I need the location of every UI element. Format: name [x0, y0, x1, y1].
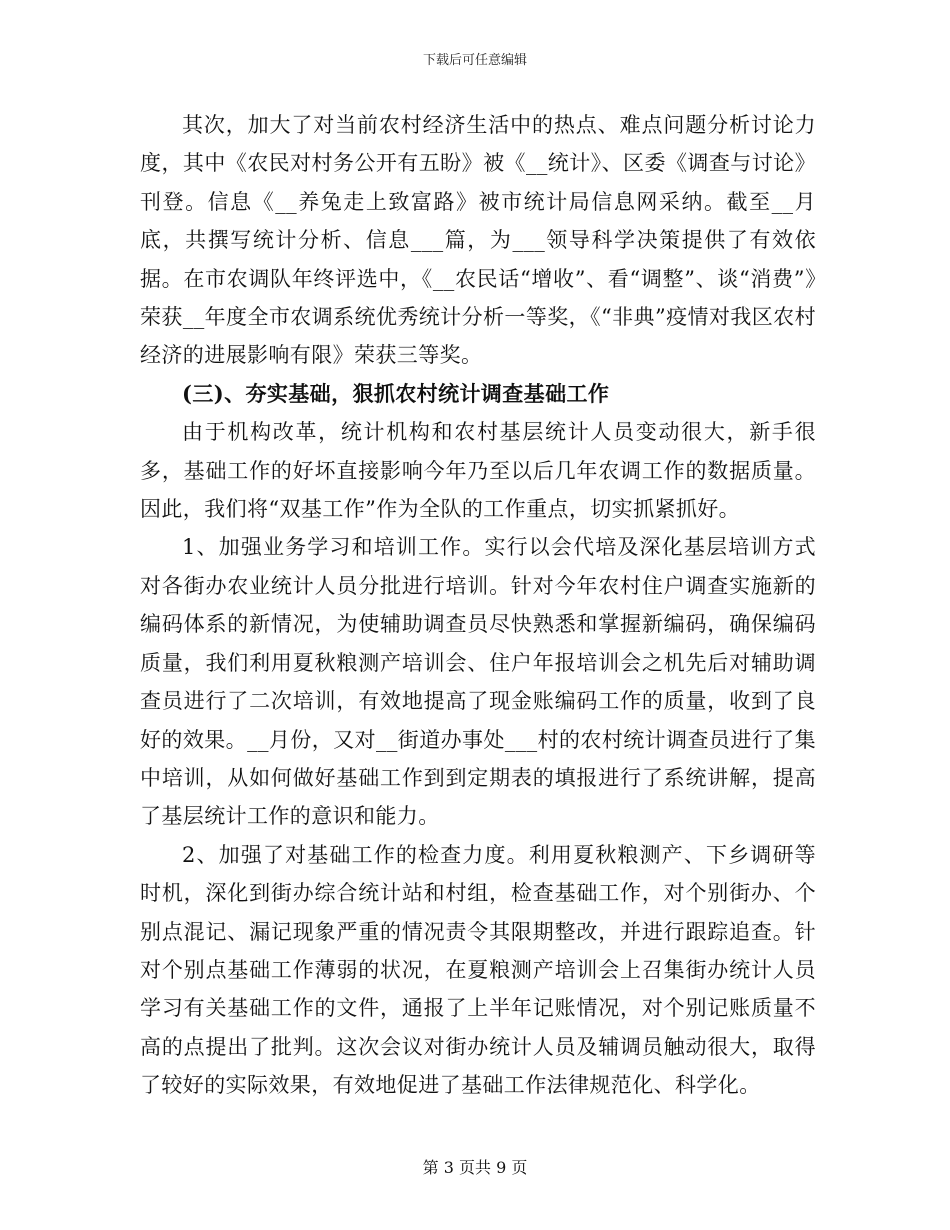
paragraph-inspection: 2、加强了对基础工作的检查力度。利用夏秋粮测产、下乡调研等时机，深化到街办综合统计站和村组，检查基础工作，对个别街办、个别点混记、漏记现象严重的情况责令其限期整改，并进行跟踪追查。针对个别点基础工作薄弱的状况，在夏粮测产培训会上召集街办统计人员学习有关基础工作的文件，通报了上半年记账情况，对个别记账质量不高的点提出了批判。这次会议对街办统计人员及辅调员触动很大，取得了较好的实际效果，有效地促进了基础工作法律规范化、科学化。 — [140, 842, 816, 1098]
paragraph-intro: 由于机构改革，统计机构和农村基层统计人员变动很大，新手很多，基础工作的好坏直接影响今年乃至以后几年农调工作的数据质量。因此，我们将“双基工作”作为全队的工作重点，切实抓紧抓好。 — [140, 420, 816, 522]
document-body — [140, 106, 816, 1105]
paragraph-training: 1、加强业务学习和培训工作。实行以会代培及深化基层培训方式对各街办农业统计人员分批进行培训。针对今年农村住户调查实施新的编码体系的新情况，为使辅助调查员尽快熟悉和掌握新编码，确保编码质量，我们利用夏秋粮测产培训会、住户年报培训会之机先后对辅助调查员进行了二次培训，有效地提高了现金账编码工作的质量，收到了良好的效果。__月份，又对__街道办事处___村的农村统计调查员进行了集中培训，从如何做好基础工作到到定期表的填报进行了系统讲解，提高了基层统计工作的意识和能力。 — [140, 535, 816, 829]
paragraph-analysis: 其次，加大了对当前农村经济生活中的热点、难点问题分析讨论力度，其中《农民对村务公开有五盼》被《__统计》、区委《调查与讨论》刊登。信息《__养兔走上致富路》被市统计局信息网采纳。截至__月底，共撰写统计分析、信息___篇，为___领导科学决策提供了有效依据。在市农调队年终评选中，《__农民话“增收”、看“调整”、谈“消费”》荣获__年度全市农调系统优秀统计分析一等奖，《“非典”疫情对我区农村经济的进展影响有限》荣获三等奖。 — [140, 113, 816, 368]
page-header: 下载后可任意编辑 — [422, 53, 527, 68]
page-number: 第 3 页共 9 页 — [422, 1158, 528, 1177]
section-heading: (三)、夯实基础，狠抓农村统计调查基础工作 — [182, 380, 610, 406]
